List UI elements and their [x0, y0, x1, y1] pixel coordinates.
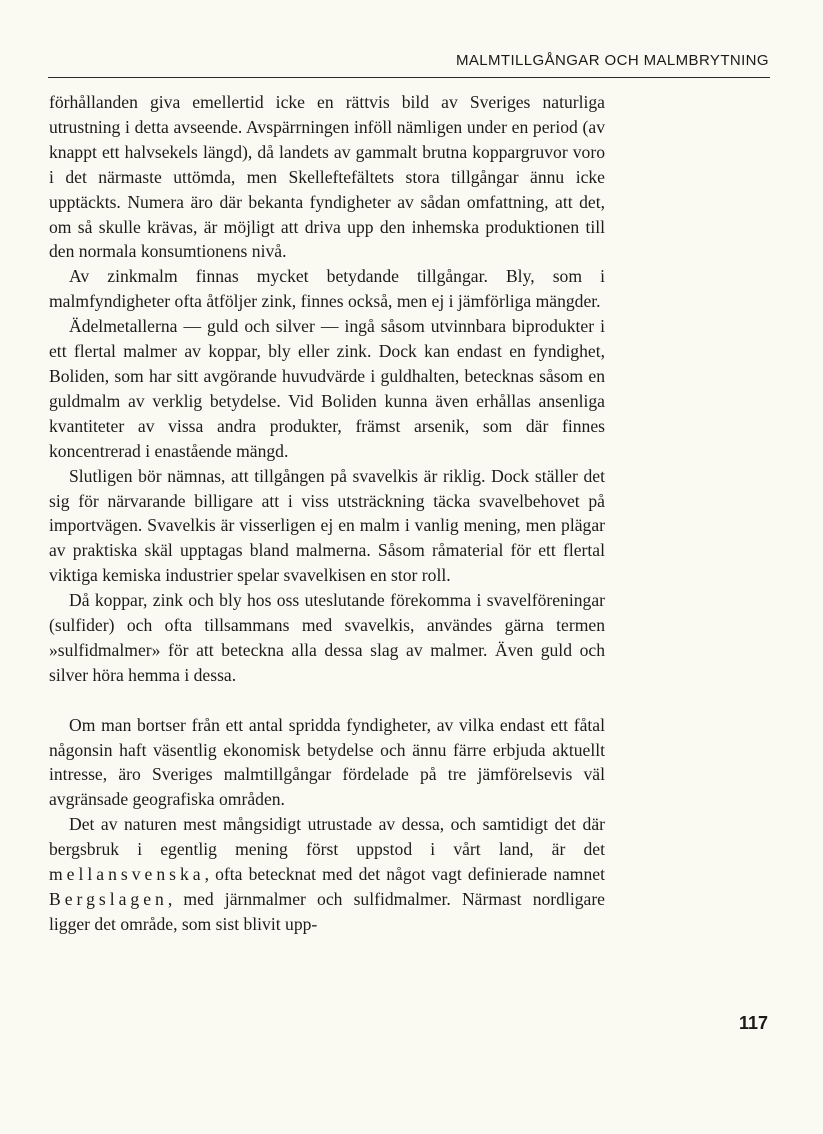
paragraph-pyrite: Slutligen bör nämnas, att tillgången på svavelkis är riklig. Dock ställer det sig för närvarande billigare att i viss utsträckning täcka svavelbehovet på importvägen. Svavelkis är visserligen ej en malm i vanlig mening, men plägar av praktiska skäl upptagas bland malmerna. Såsom råmaterial för ett flertal viktiga kemiska industrier spelar svavelkisen en stor roll. [49, 465, 605, 586]
body-text [49, 90, 605, 937]
paragraph-bergslagen [49, 812, 605, 937]
spaced-term-mellansvenska: mellansvenska [49, 864, 205, 885]
paragraph-regions: Om man bortser från ett antal spridda fyndigheter, av vilka endast ett fåtal någonsin haft väsentlig ekonomisk betydelse och ännu färre erbjuda aktuellt intresse, äro Sveriges malmtillgångar fördelade på tre jämförelsevis väl avgränsade geografiska områden. [49, 714, 605, 810]
spaced-term-bergslagen: Bergslagen [49, 888, 168, 909]
paragraph-sulfide-ores: Då koppar, zink och bly hos oss uteslutande förekomma i svavelföreningar (sulfider) och ofta tillsammans med svavelkis, användes gärna termen »sulfidmalmer» för att beteckna alla dessa slag av malmer. Även guld och silver höra hemma i dessa. [49, 590, 605, 685]
text-run: Det av naturen mest mångsidigt utrustade av dessa, och samtidigt det där bergsbruk i egentlig mening först uppstod i vårt land, är det [49, 814, 605, 860]
text-run: , ofta betecknat med det något vagt definierade namnet [204, 864, 605, 885]
paragraph-zinc: Av zinkmalm finnas mycket betydande tillgångar. Bly, som i malmfyndigheter ofta åtföljer zink, finnes också, men ej i jämförliga mängder. [49, 266, 605, 312]
paragraph-continued: förhållanden giva emellertid icke en rättvis bild av Sveriges naturliga utrustning i detta avseende. Avspärrningen inföll nämligen under en period (av knappt ett halvsekels längd), då landets av gammalt brutna koppargruvor voro i det närmaste uttömda, men Skelleftefältets stora tillgångar ännu icke upptäckts. Numera äro där bekanta fyndigheter av sådan omfattning, att det, om så skulle krävas, är möjligt att driva upp den inhemska produktionen till den normala konsumtionens nivå. [49, 92, 605, 262]
paragraph-precious-metals: Ädelmetallerna — guld och silver — ingå såsom utvinnbara biprodukter i ett flertal malmer av koppar, bly eller zink. Dock kan endast en fyndighet, Boliden, som har sitt avgörande huvudvärde i guldhalten, betecknas såsom en guldmalm av verklig betydelse. Vid Boliden kunna även erhållas ansenliga kvantiteter av vissa andra produkter, främst arsenik, som där finnes koncentrerad i enastående mängd. [49, 316, 605, 461]
text-run: , med järnmalmer och sulfidmalmer. Närmast nordligare ligger det område, som sist blivit upp- [49, 888, 605, 934]
running-head: MALMTILLGÅNGAR OCH MALMBRYTNING [455, 52, 769, 69]
page-number: 117 [739, 1013, 769, 1033]
header-rule [48, 77, 770, 78]
